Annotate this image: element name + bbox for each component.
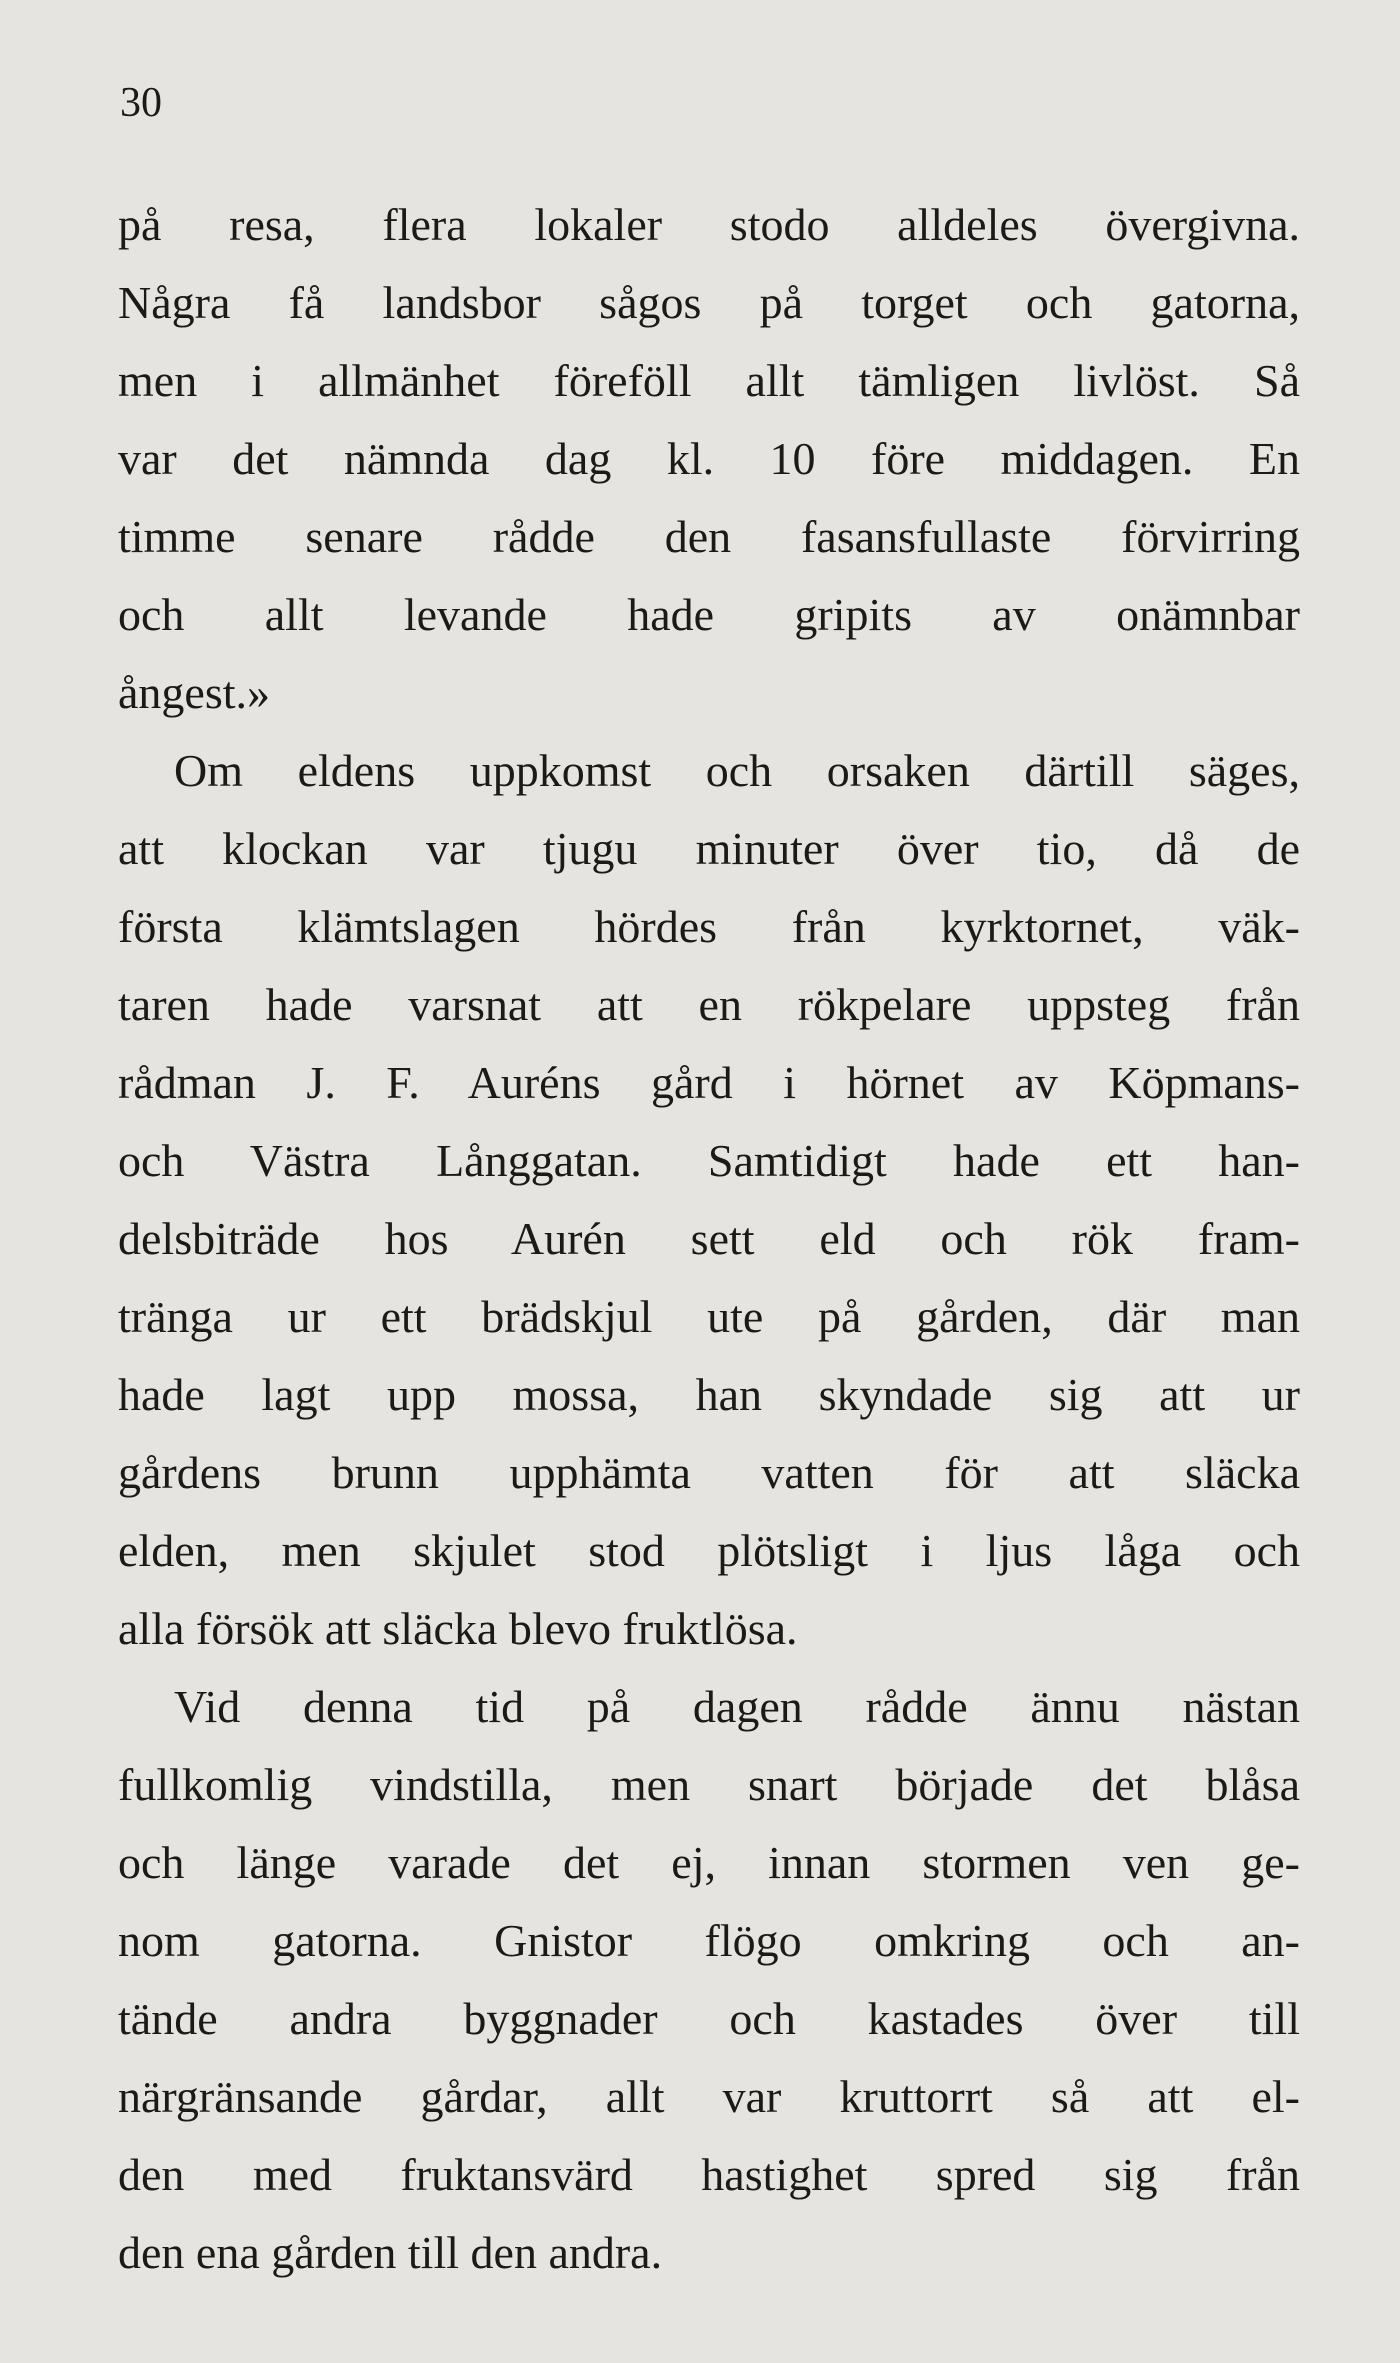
text-line: närgränsande gårdar, allt var kruttorrt så att el- bbox=[118, 2071, 1300, 2122]
text-line: fullkomlig vindstilla, men snart började det blåsa bbox=[118, 1759, 1300, 1810]
text-line: att klockan var tjugu minuter över tio, då de bbox=[118, 823, 1300, 874]
text-line: första klämtslagen hördes från kyrktornet, väk- bbox=[118, 901, 1300, 952]
text-line: hade lagt upp mossa, han skyndade sig att ur bbox=[118, 1369, 1300, 1420]
text-line: alla försök att släcka blevo fruktlösa. bbox=[118, 1603, 798, 1654]
text-line: timme senare rådde den fasansfullaste förvirring bbox=[118, 511, 1300, 562]
text-line: och allt levande hade gripits av onämnbar bbox=[118, 589, 1300, 640]
text-line: och länge varade det ej, innan stormen ven ge- bbox=[118, 1837, 1300, 1888]
text-line: ångest.» bbox=[118, 667, 271, 718]
text-line: den med fruktansvärd hastighet spred sig från bbox=[118, 2149, 1300, 2200]
text-line: tränga ur ett brädskjul ute på gården, där man bbox=[118, 1291, 1300, 1342]
text-line: nom gatorna. Gnistor flögo omkring och an- bbox=[118, 1915, 1300, 1966]
text-line: Några få landsbor sågos på torget och gatorna, bbox=[118, 277, 1300, 328]
page-number: 30 bbox=[120, 80, 162, 126]
text-line: den ena gården till den andra. bbox=[118, 2227, 663, 2278]
text-line: och Västra Långgatan. Samtidigt hade ett han- bbox=[118, 1135, 1300, 1186]
text-line: elden, men skjulet stod plötsligt i ljus låga och bbox=[118, 1525, 1300, 1576]
text-line: rådman J. F. Auréns gård i hörnet av Köpmans- bbox=[118, 1057, 1300, 1108]
text-line: gårdens brunn upphämta vatten för att släcka bbox=[118, 1447, 1300, 1498]
text-line: på resa, flera lokaler stodo alldeles övergivna. bbox=[118, 199, 1300, 250]
body-text bbox=[118, 186, 1300, 2292]
text-line: men i allmänhet föreföll allt tämligen livlöst. Så bbox=[118, 355, 1300, 406]
text-line: Om eldens uppkomst och orsaken därtill säges, bbox=[174, 745, 1300, 796]
text-line: taren hade varsnat att en rökpelare uppsteg från bbox=[118, 979, 1300, 1030]
text-line: tände andra byggnader och kastades över till bbox=[118, 1993, 1300, 2044]
text-line: var det nämnda dag kl. 10 före middagen. En bbox=[118, 433, 1300, 484]
text-line: delsbiträde hos Aurén sett eld och rök fram- bbox=[118, 1213, 1300, 1264]
text-line: Vid denna tid på dagen rådde ännu nästan bbox=[174, 1681, 1300, 1732]
